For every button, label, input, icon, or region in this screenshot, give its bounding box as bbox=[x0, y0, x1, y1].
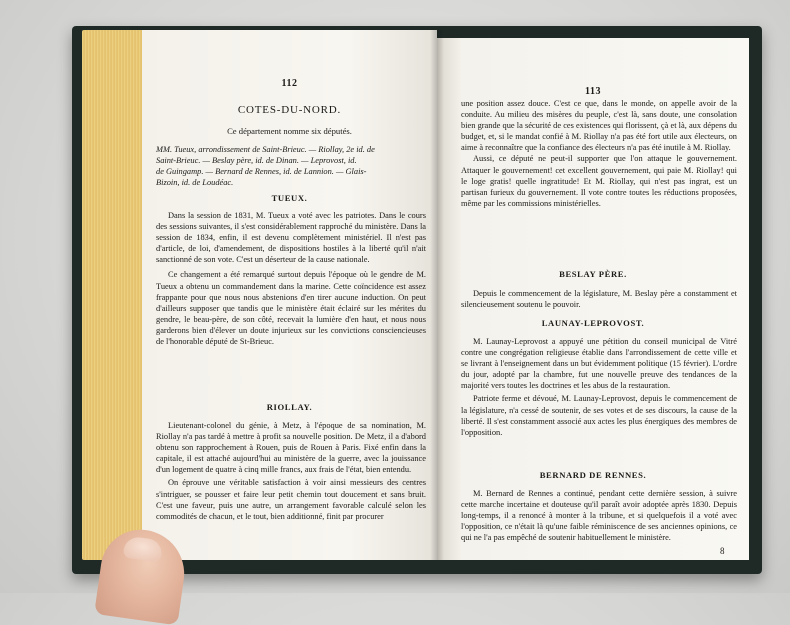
page-edges-gilt bbox=[82, 30, 142, 560]
section-body-riollay-continued bbox=[461, 98, 737, 209]
paragraph: Lieutenant-colonel du génie, à Metz, à l'époque de sa nomination, M. Riollay n'a pas tardé à mettre à profit sa nouvelle position. De Metz, il a d'abord obtenu son rapprochement à Rouen, puis de Rouen à Paris. Fixé enfin dans la capitale, il est attaché aujourd'hui au ministère de la guerre, avec la jouissance d'un logement de quatre à cinq mille francs, aux frais de l'état, bien entendu. bbox=[156, 421, 426, 475]
paragraph: On éprouve une véritable satisfaction à voir ainsi messieurs des centres s'intriguer, se pousser et faire leur petit chemin tout doucement et sans bruit. C'est une faveur, puis une autre, un arrangement favorable calculé selon les commodités de chacun, et le tout, bien additionné, finit par procurer bbox=[156, 478, 426, 521]
paragraph: M. Bernard de Rennes a continué, pendant cette dernière session, à suivre cette marche incertaine et douteuse qu'il paraît avoir adoptée après 1830. Depuis long-temps, il a renoncé à monter à la tribune, et si quelquefois il a voté avec l'opposition, ce n'était là qu'une faible réminiscence de ses anciennes opinions, ce qui ne l'a pas empêché de soutenir habituellement le ministère. bbox=[461, 489, 737, 543]
section-heading-launay-leprovost: LAUNAY-LEPROVOST. bbox=[541, 318, 645, 328]
section-heading-tueux: TUEUX. bbox=[271, 193, 308, 203]
paragraph: Ce changement a été remarqué surtout depuis l'époque où le gendre de M. Tueux a obtenu un commandement dans la marine. Cette coïncidence est assez frappante pour que nous nous abstenions d'en tirer aucune induction. On peut d'ailleurs supposer que tandis que le ministère était éclairé sur les mérites du gendre, le beau-père, de son côté, recevait la lumière d'en haut, et nous nous garderons bien d'élever un doute injurieux sur les convictions consciencieuses de l'honorable député de St-Brieuc. bbox=[156, 270, 426, 347]
department-subtitle: Ce département nomme six députés. bbox=[227, 126, 352, 136]
deputies-line: de Guingamp. — Bernard de Rennes, id. de Lannion. — Glais- bbox=[156, 167, 367, 177]
page-number-right: 113 bbox=[585, 86, 601, 97]
paragraph: Patriote ferme et dévoué, M. Launay-Leprovost, depuis le commencement de la législature, n'a cessé de soutenir, de ses votes et de ses discours, la cause de la liberté. Il s'est constamment associé aux actes les plus énergiques des membres de l'opposition. bbox=[461, 394, 737, 437]
paragraph: M. Launay-Leprovost a appuyé une pétition du conseil municipal de Vitré contre une congrégation religieuse établie dans l'arrondissement de cette ville et se livrant à l'enseignement dans un but évidemment politique (15 février). L'ordre du jour, adopté par la chambre, fut une nouvelle preuve des tendances de la majorité vers toutes les doctrines et les abus de la restauration. bbox=[461, 337, 737, 391]
paragraph: Depuis le commencement de la législature, M. Beslay père a constamment et silencieusement soutenu le pouvoir. bbox=[461, 289, 737, 310]
section-heading-riollay: RIOLLAY. bbox=[266, 402, 313, 412]
deputies-line: Saint-Brieuc. — Beslay père, id. de Dinan. — Leprovost, id. bbox=[156, 156, 357, 166]
left-page bbox=[142, 30, 437, 560]
deputies-line: MM. Tueux, arrondissement de Saint-Brieuc. — Riollay, 2e id. de bbox=[156, 145, 375, 154]
page-number-left: 112 bbox=[281, 78, 298, 89]
book-gutter bbox=[430, 30, 444, 560]
department-title: COTES-DU-NORD. bbox=[237, 104, 342, 116]
section-body-tueux bbox=[156, 210, 426, 347]
section-body-launay-leprovost bbox=[461, 336, 737, 438]
section-body-beslay bbox=[461, 288, 737, 310]
deputies-list bbox=[156, 144, 424, 188]
section-body-bernard-de-rennes bbox=[461, 488, 737, 543]
paragraph: Dans la session de 1831, M. Tueux a voté avec les patriotes. Dans le cours des sessions suivantes, il s'est considérablement rapproché du ministère. Dans la session de 1834, enfin, il est devenu complètement ministériel. Il n'est pas d'article, de loi, d'amendement, de dispositions hostiles à la liberté qu'il n'ait sanctionné de son vote. C'est un déserteur de la cause nationale. bbox=[156, 211, 426, 265]
section-body-riollay bbox=[156, 420, 426, 522]
deputies-line: Bizoin, id. de Loudéac. bbox=[156, 178, 234, 188]
paragraph: Aussi, ce député ne peut-il supporter que l'on attaque le gouvernement. Attaquer le gouvernement! cet excellent gouvernement, qui paie M. Riollay! qui le loge gratis! quelle ingratitude! Et M. Riollay, qui n'est pas ingrat, est un partisan furieux du gouvernement. Il vote contre toutes les réductions proposées, même par les commissions ministérielles. bbox=[461, 154, 737, 208]
paragraph: une position assez douce. C'est ce que, dans le monde, on appelle avoir de la conduite. Au milieu des misères du peuple, c'est là, sans doute, une consolation bien grande que la sécurité de ces existences qui florissent, çà et là, aux dépens du budget, et, si le mandat confié à M. Riollay n'a pas été fort utile aux électeurs, on aime à reconnaître que la confiance des électeurs n'a pas été inutile à M. Riollay. bbox=[461, 99, 737, 153]
section-heading-beslay: BESLAY PÈRE. bbox=[559, 269, 627, 279]
section-heading-bernard-de-rennes: BERNARD DE RENNES. bbox=[539, 470, 647, 480]
signature-mark: 8 bbox=[720, 546, 725, 556]
right-page bbox=[437, 38, 749, 560]
